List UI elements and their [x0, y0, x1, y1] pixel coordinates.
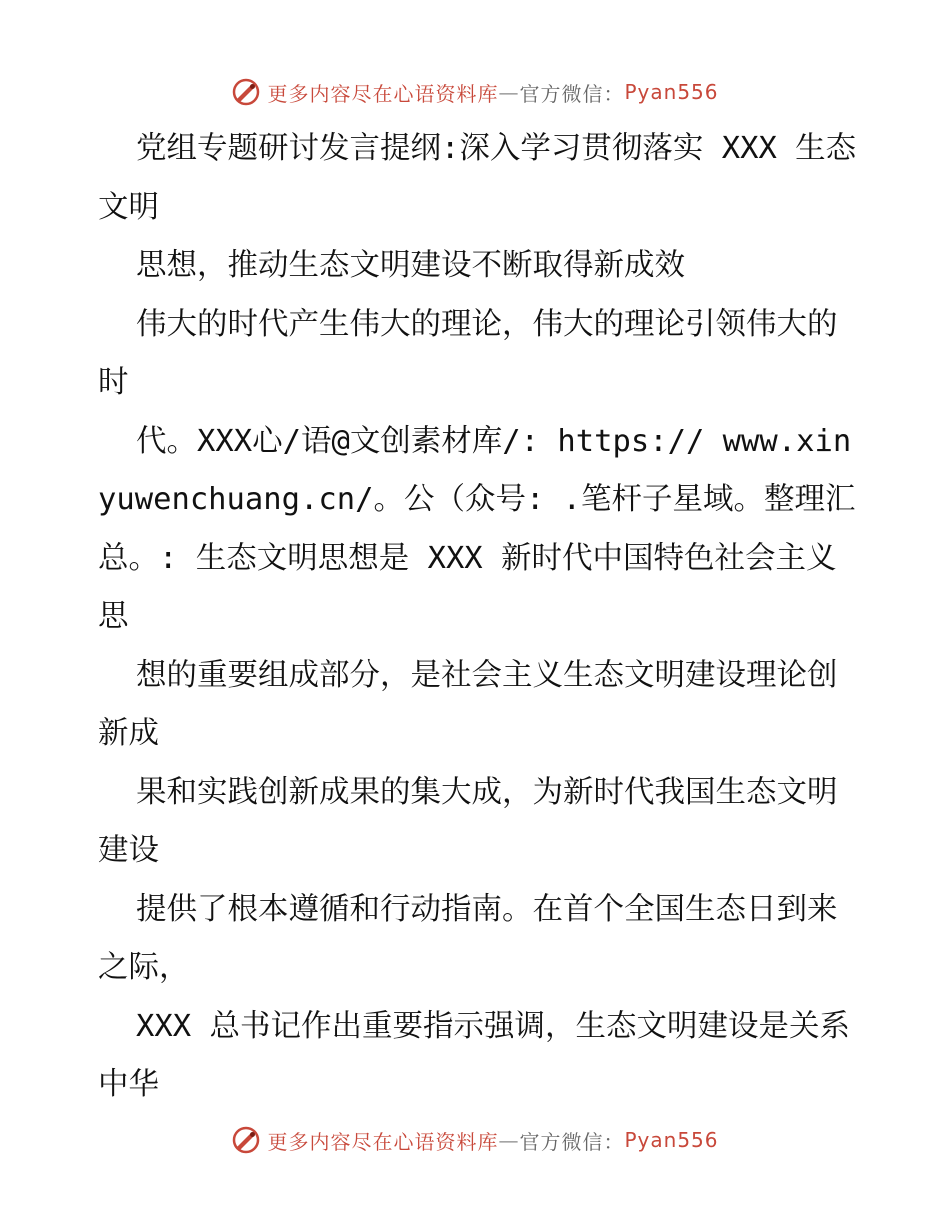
paragraph-6: 果和实践创新成果的集大成，为新时代我国生态文明建设: [98, 774, 838, 868]
paragraph-4: 代。XXX心/语@文创素材库/: https:// www.xinyuwenchuang.cn/。公（众号: .笔杆子星域。整理汇总。: 生态文明思想是 XXX 新时代中国特色社会主义思: [98, 423, 856, 634]
brush-logo-icon: [231, 1125, 261, 1155]
watermark-label: 官方微信：: [519, 1129, 625, 1154]
brush-logo-icon: [231, 77, 261, 107]
watermark-main-text: 更多内容尽在心语资料库: [267, 81, 499, 106]
watermark-separator: —: [498, 80, 520, 104]
watermark-wechat-id: Pyan556: [624, 80, 719, 104]
paragraph-8: XXX 总书记作出重要指示强调，生态文明建设是关系中华: [98, 1008, 850, 1102]
watermark-wechat-id: Pyan556: [624, 1128, 719, 1152]
watermark-banner-top: [0, 72, 950, 112]
paragraph-3: 伟大的时代产生伟大的理论，伟大的理论引领伟大的时: [98, 306, 838, 400]
document-body: [98, 120, 858, 1115]
paragraph-1: 党组专题研讨发言提纲:深入学习贯彻落实 XXX 生态文明: [98, 131, 857, 225]
paragraph-5: 想的重要组成部分，是社会主义生态文明建设理论创新成: [98, 657, 838, 751]
paragraph-2: 思想，推动生态文明建设不断取得新成效: [136, 248, 685, 283]
paragraph-7: 提供了根本遵循和行动指南。在首个全国生态日到来之际，: [98, 891, 838, 985]
watermark-banner-bottom: [0, 1120, 950, 1160]
watermark-main-text: 更多内容尽在心语资料库: [267, 1129, 499, 1154]
watermark-label: 官方微信：: [519, 81, 625, 106]
watermark-separator: —: [498, 1128, 520, 1152]
